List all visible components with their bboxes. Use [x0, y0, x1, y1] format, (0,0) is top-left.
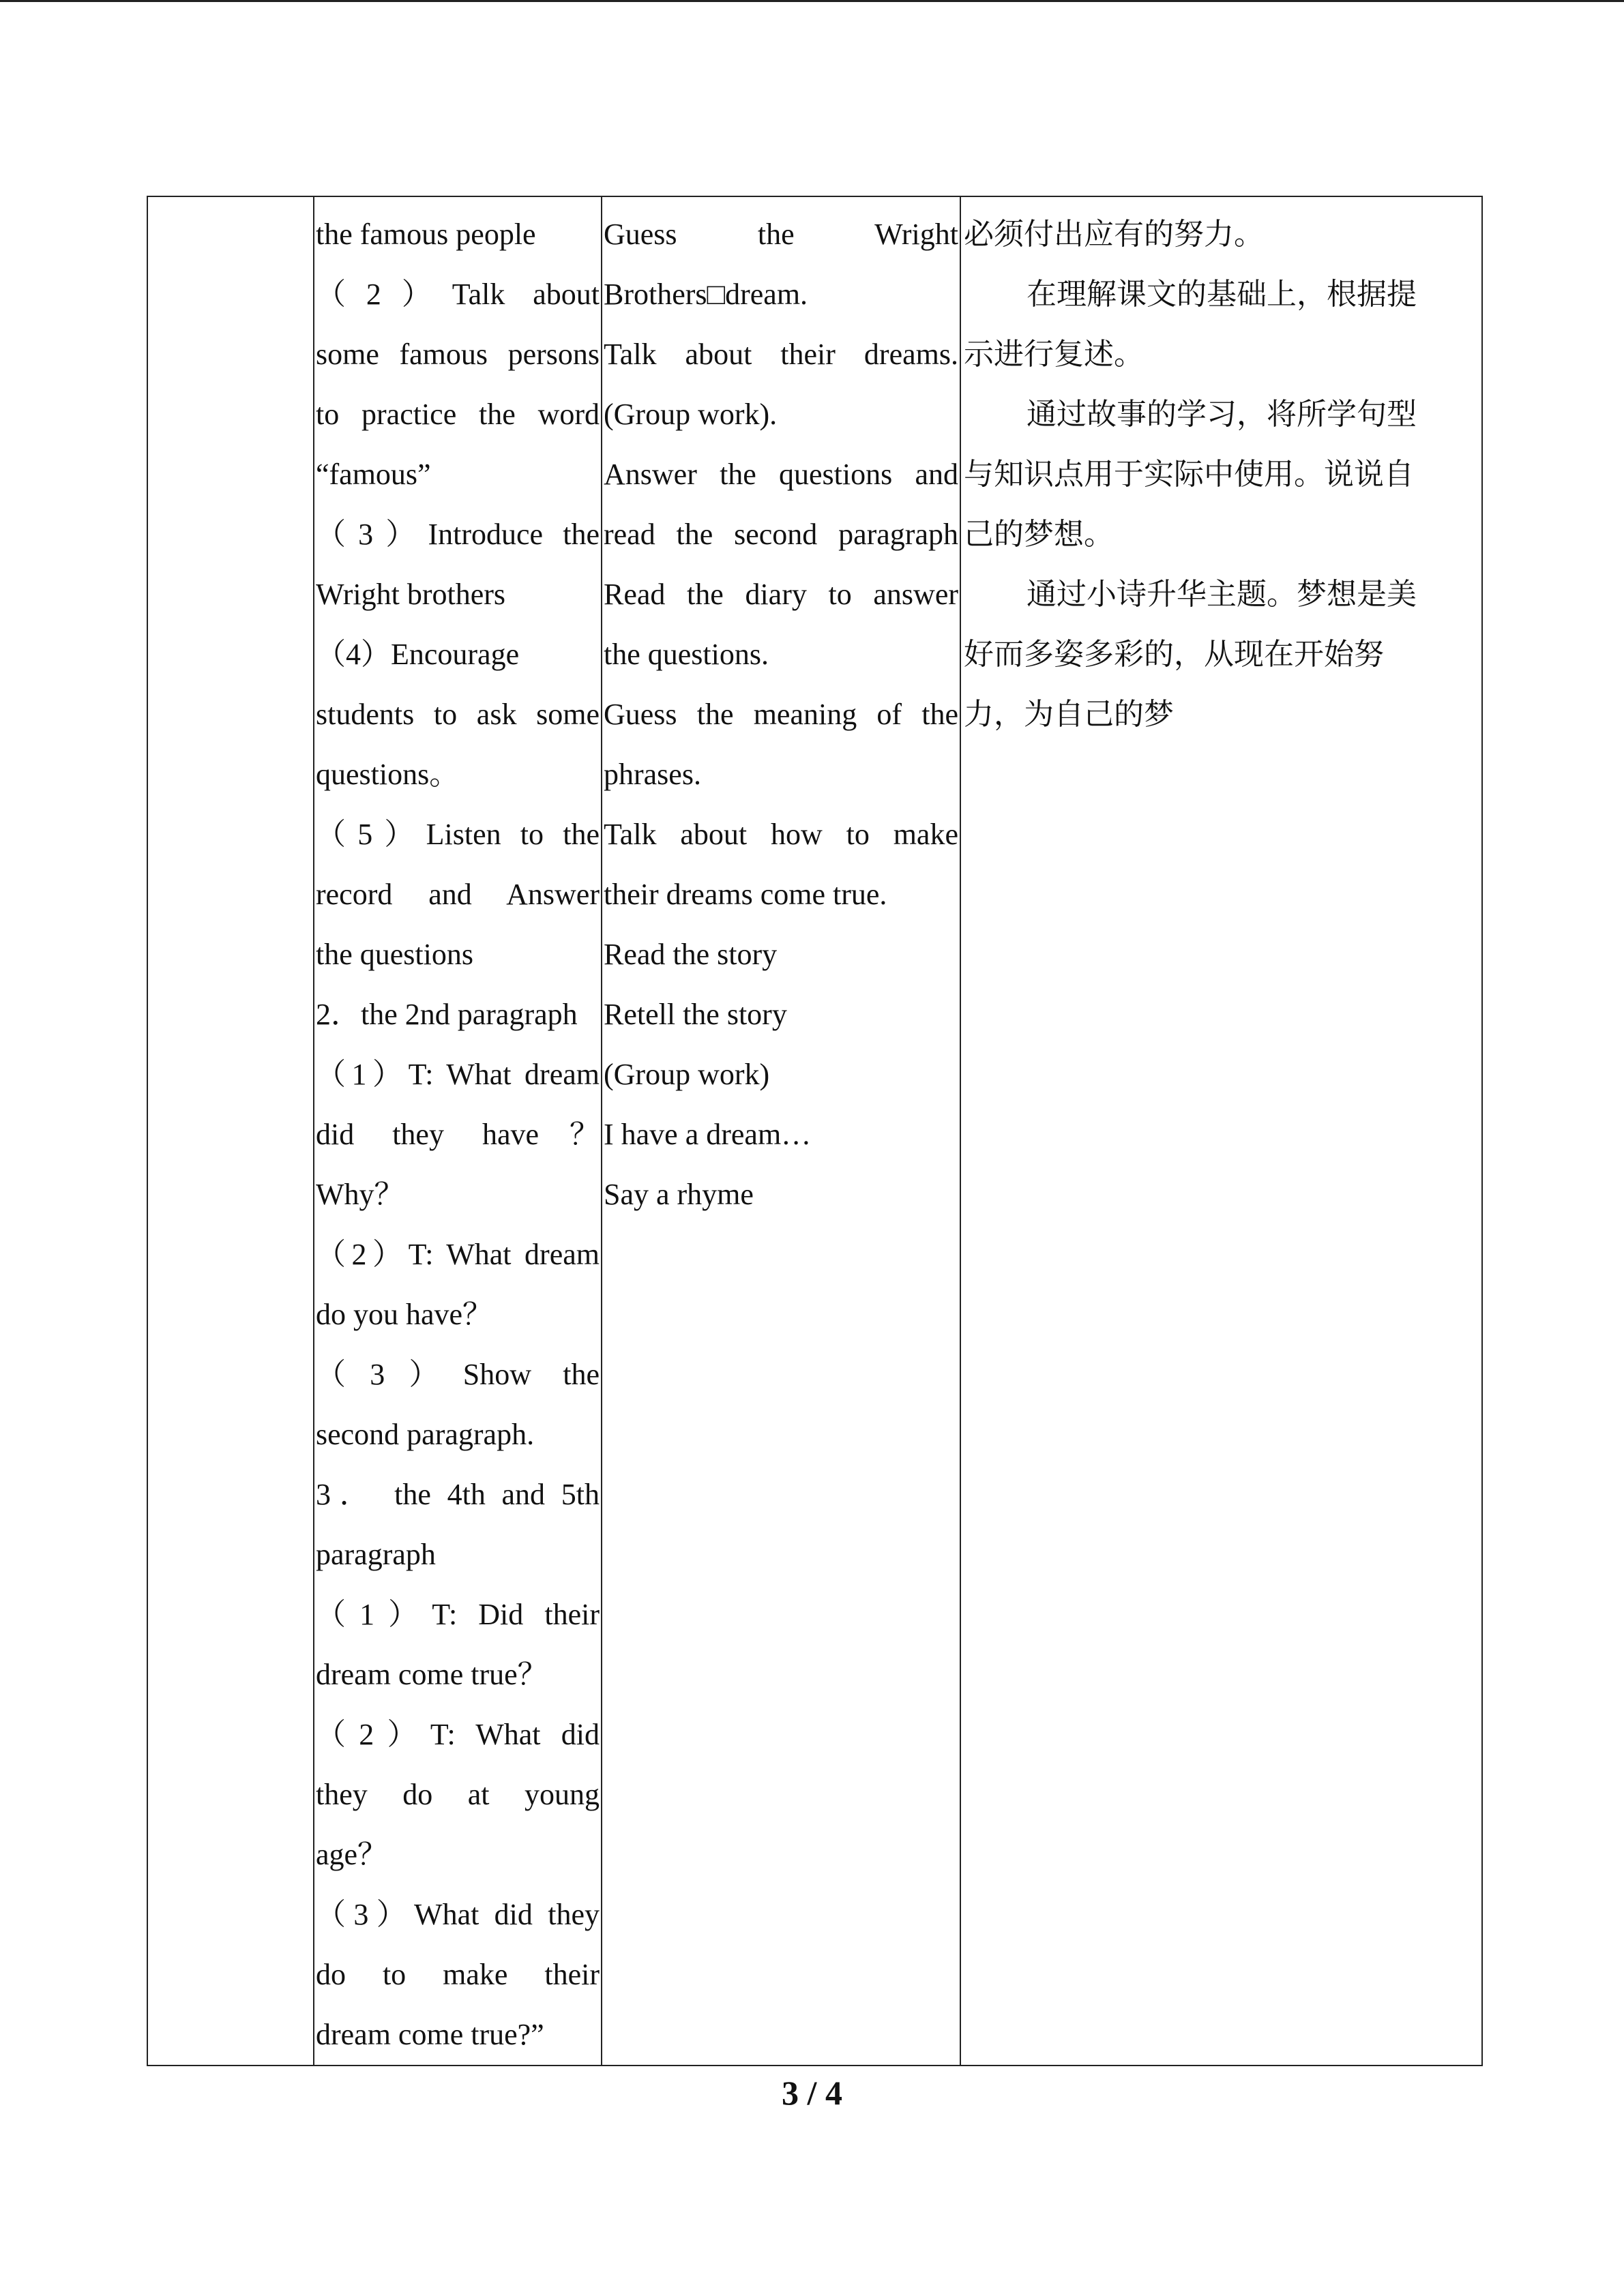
text-line: Say a rhyme — [604, 1178, 754, 1211]
text-line: （1）T: Did their — [316, 1598, 600, 1631]
text-line: 通过故事的学习，将所学句型 — [1027, 397, 1417, 432]
text-line: questions。 — [316, 758, 460, 791]
text-line: 必须付出应有的努力。 — [964, 217, 1264, 252]
text-line: 与知识点用于实际中使用。说说自 — [964, 457, 1414, 492]
design-intent-cell — [960, 196, 1482, 2066]
text-line: age？ — [316, 1838, 388, 1871]
text-line: （3）What did they — [316, 1898, 600, 1931]
text-line: 力，为自己的梦 — [964, 697, 1174, 732]
text-line: second paragraph. — [316, 1418, 535, 1451]
table-row — [147, 196, 1482, 2066]
lesson-plan-table — [147, 196, 1483, 2066]
text-line: （5）Listen to the — [316, 818, 600, 851]
text-line: Talk about how to make — [604, 818, 958, 851]
text-line: （4）Encourage — [316, 638, 520, 671]
text-line: 3． the 4th and 5th — [316, 1478, 600, 1511]
text-line: Talk about their dreams. — [604, 338, 958, 371]
text-line: Retell the story — [604, 998, 787, 1031]
text-line: they do at young — [316, 1778, 600, 1811]
text-line: Read the diary to answer — [604, 578, 958, 611]
text-line: Why？ — [316, 1178, 404, 1211]
text-line: （3）Show the — [316, 1358, 600, 1391]
text-line: do you have？ — [316, 1298, 493, 1331]
text-line: Read the story — [604, 938, 778, 971]
design-intent-lines — [961, 197, 1481, 745]
teacher-activity-cell — [314, 196, 602, 2066]
student-activity-cell — [602, 196, 960, 2066]
text-line: dream come true？ — [316, 1658, 548, 1691]
text-line: “famous” — [316, 458, 431, 491]
text-line: （3）Introduce the — [316, 518, 600, 551]
text-line: 己的梦想。 — [964, 517, 1114, 552]
text-line: to practice the word — [316, 398, 600, 431]
text-line: record and Answer — [316, 878, 600, 911]
text-line: 通过小诗升华主题。梦想是美 — [1027, 577, 1417, 612]
text-line: Guess the Wright — [604, 218, 958, 251]
text-line: paragraph — [316, 1538, 436, 1571]
text-line: Guess the meaning of the — [604, 698, 958, 731]
text-line: Answer the questions and — [604, 458, 958, 491]
top-border-rule — [0, 0, 1624, 2]
text-line: phrases. — [604, 758, 701, 791]
text-line: (Group work). — [604, 398, 778, 431]
stage-cell — [147, 196, 314, 2066]
text-line: their dreams come true. — [604, 878, 887, 911]
text-line: 在理解课文的基础上，根据提 — [1027, 277, 1417, 312]
teacher-activity-lines — [314, 197, 601, 2065]
text-line: the questions — [316, 938, 473, 971]
text-line: dream come true?” — [316, 2018, 544, 2051]
text-line: 示进行复述。 — [964, 337, 1144, 372]
text-line: Brothers□dream. — [604, 278, 808, 311]
page-number: 3 / 4 — [782, 2074, 842, 2112]
text-line: （2）Talk about — [316, 278, 600, 311]
text-line: I have a dream… — [604, 1118, 812, 1151]
text-line: Wright brothers — [316, 578, 506, 611]
text-line: do to make their — [316, 1958, 600, 1991]
text-line: 好而多姿多彩的，从现在开始努 — [964, 637, 1384, 672]
text-line: students to ask some — [316, 698, 600, 731]
text-line: （2）T: What did — [316, 1718, 600, 1751]
text-line: （1）T: What dream — [316, 1058, 600, 1091]
text-line: the questions. — [604, 638, 769, 671]
text-line: （2）T: What dream — [316, 1238, 600, 1271]
text-line: some famous persons — [316, 338, 600, 371]
text-line: read the second paragraph — [604, 518, 958, 551]
text-line: did they have？ — [316, 1118, 600, 1151]
text-line: (Group work) — [604, 1058, 770, 1091]
text-line: the famous people — [316, 218, 536, 251]
student-activity-lines — [602, 197, 960, 1225]
text-line: 2．the 2nd paragraph — [316, 998, 578, 1031]
